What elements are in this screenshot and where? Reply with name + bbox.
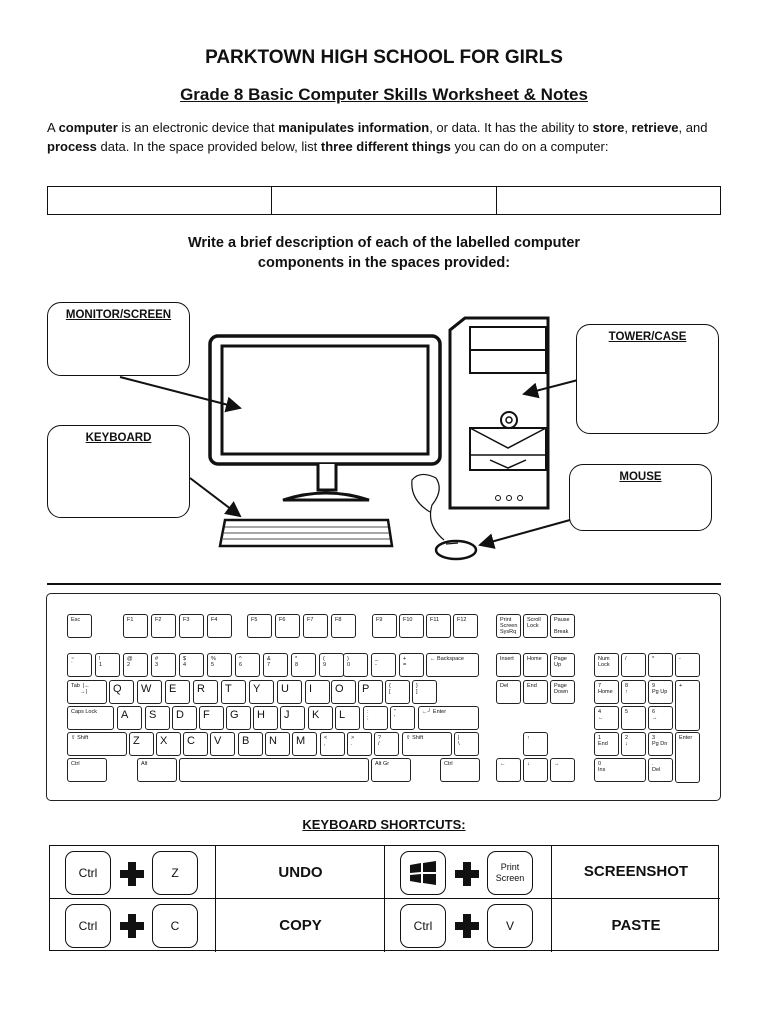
key-kp0: 0 Ins [594,758,646,782]
key-kp4: 4 ← [594,706,619,730]
section-divider [47,583,721,585]
z-key: Z [152,851,198,895]
mouse-label: MOUSE [619,471,662,483]
key-rctrl: Ctrl [440,758,480,782]
key-x: X [156,732,181,756]
key-lshift: ⇧ Shift [67,732,127,756]
key-colon: : ; [363,706,388,730]
key-lt: < , [320,732,345,756]
key-kp2: 2 ↓ [621,732,646,756]
intro-text: , or data. It has the ability to [429,120,593,135]
key-gt: > . [347,732,372,756]
keyboard-drawing [220,520,392,546]
key-f6: F6 [275,614,300,638]
key-minus: _ - [371,653,396,677]
key-kp5: 5 [621,706,646,730]
intro-bold: store [592,120,625,135]
key-caps: Caps Lock [67,706,114,730]
key-backspace: ← Backspace [426,653,479,677]
key-kpenter: Enter [675,732,700,783]
key-n1: ! 1 [95,653,120,677]
key-enter: ←┘ Enter [418,706,479,730]
key-n2: @ 2 [123,653,148,677]
tower-drawing [450,318,548,508]
key-n7: & 7 [263,653,288,677]
ctrl-key: Ctrl [400,904,446,948]
school-title: PARKTOWN HIGH SCHOOL FOR GIRLS [205,47,563,68]
key-u: U [277,680,302,704]
key-b: B [238,732,263,756]
key-f8: F8 [331,614,356,638]
tower-label: TOWER/CASE [608,331,687,343]
key-kp1: 1 End [594,732,619,756]
key-plus: + = [399,653,424,677]
monitor-label: MONITOR/SCREEN [65,309,172,321]
key-f11: F11 [426,614,451,638]
key-a: A [117,706,142,730]
key-n4: $ 4 [179,653,204,677]
key-kp9: 9 Pg Up [648,680,673,704]
key-right: → [550,758,575,782]
key-tilde: ~ ` [67,653,92,677]
key-pause: Pause Break [550,614,575,638]
key-rbrace: } ] [412,680,437,704]
key-kpplus: + [675,680,700,731]
plus-icon [120,862,144,886]
key-kp6: 6 → [648,706,673,730]
ctrl-key: Ctrl [65,851,111,895]
key-pgdn: Page Down [550,680,575,704]
key-f1: F1 [123,614,148,638]
intro-text: A [47,120,59,135]
instructions-line-1: Write a brief description of each of the labelled computer [187,235,581,251]
key-pgup: Page Up [550,653,575,677]
key-end: End [523,680,548,704]
ctrl-key: Ctrl [65,904,111,948]
shortcuts-table [49,845,719,951]
tower-label-box[interactable] [576,324,719,434]
key-f5: F5 [247,614,272,638]
intro-bold: process [47,139,97,154]
intro-bold: manipulates information [278,120,430,135]
plus-icon [455,862,479,886]
intro-text: , [624,120,632,135]
key-lbrace: { [ [385,680,410,704]
key-f10: F10 [399,614,424,638]
key-v: V [210,732,235,756]
c-key: C [152,904,198,948]
key-pipe: | \ [454,732,479,756]
key-insert: Insert [496,653,521,677]
key-f9: F9 [372,614,397,638]
intro-bold: three different things [320,139,451,154]
key-alt: Alt [137,758,177,782]
monitor-label-box[interactable] [47,302,190,376]
key-numlock: Num Lock [594,653,619,677]
monitor-drawing [210,336,440,500]
intro-bold: computer [58,120,118,135]
shortcuts-title: KEYBOARD SHORTCUTS: [302,817,466,832]
key-q: Q [109,680,134,704]
key-kp3: 3 Pg Dn [648,732,673,756]
key-scroll: Scroll Lock [523,614,548,638]
windows-key [400,851,446,895]
plus-icon [120,914,144,938]
key-altgr: Alt Gr [371,758,411,782]
windows-logo-icon [408,860,438,886]
key-up: ↑ [523,732,548,756]
key-r: R [193,680,218,704]
key-rshift: ⇧ Shift [402,732,452,756]
key-kpdiv: / [621,653,646,677]
key-z: Z [129,732,154,756]
paste-label: PASTE [611,917,661,934]
key-f: F [199,706,224,730]
key-f12: F12 [453,614,478,638]
key-t: T [221,680,246,704]
intro-text: you can do on a computer: [450,139,609,154]
key-n5: % 5 [207,653,232,677]
key-m: M [292,732,317,756]
key-space [179,758,369,782]
v-key: V [487,904,533,948]
key-h: H [253,706,278,730]
key-down: ↓ [523,758,548,782]
key-kpminus: - [675,653,700,677]
key-s: S [145,706,170,730]
print-screen-key: Print Screen [487,851,533,895]
key-home: Home [523,653,548,677]
key-qm: ? / [374,732,399,756]
key-n: N [265,732,290,756]
key-n6: ^ 6 [235,653,260,677]
key-c: C [183,732,208,756]
key-kp7: 7 Home [594,680,619,704]
screenshot-label: SCREENSHOT [583,863,689,880]
key-f2: F2 [151,614,176,638]
instructions-line-2: components in the spaces provided: [257,255,511,271]
key-g: G [226,706,251,730]
key-y: Y [249,680,274,704]
key-lctrl: Ctrl [67,758,107,782]
key-tab: Tab |← →| [67,680,107,704]
key-f3: F3 [179,614,204,638]
key-n8: * 8 [291,653,316,677]
key-e: E [165,680,190,704]
key-p: P [358,680,383,704]
key-kpmul: * [648,653,673,677]
intro-text: is an electronic device that [117,120,279,135]
key-kpdot: . Del [648,758,673,782]
key-w: W [137,680,162,704]
intro-bold: retrieve [631,120,679,135]
key-del: Del [496,680,521,704]
key-j: J [280,706,305,730]
key-esc: Esc [67,614,92,638]
key-i: I [305,680,330,704]
copy-label: COPY [279,917,322,934]
keyboard-label: KEYBOARD [85,432,152,444]
key-o: O [331,680,356,704]
key-prtsc: Print Screen SysRq [496,614,521,638]
key-f7: F7 [303,614,328,638]
worksheet-subtitle: Grade 8 Basic Computer Skills Worksheet & Notes [180,85,588,104]
intro-text: data. In the space provided below, list [96,139,321,154]
key-kp8: 8 ↑ [621,680,646,704]
key-quote: " ' [390,706,415,730]
key-n0: ) 0 [343,653,368,677]
undo-label: UNDO [278,864,323,881]
mouse-label-box[interactable] [569,464,712,531]
key-f4: F4 [207,614,232,638]
keyboard-label-box[interactable] [47,425,190,518]
key-n3: # 3 [151,653,176,677]
intro-text: , and [678,120,708,135]
key-left: ← [496,758,521,782]
plus-icon [455,914,479,938]
key-l: L [335,706,360,730]
key-k: K [308,706,333,730]
key-d: D [172,706,197,730]
key-n9: ( 9 [319,653,344,677]
